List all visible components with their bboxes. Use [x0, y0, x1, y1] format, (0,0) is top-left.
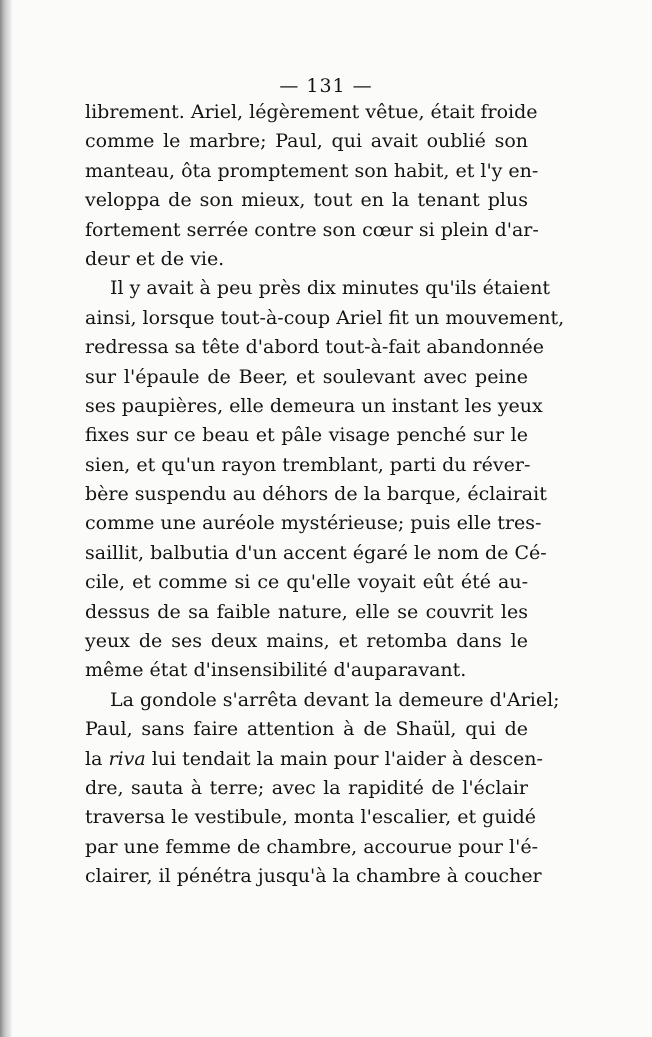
text-line: ses paupières, elle demeura un instant les yeux [85, 394, 543, 417]
text-line: comme le marbre; Paul, qui avait oublié son [85, 130, 528, 153]
page-binding-edge [0, 0, 12, 1037]
text-line: cile, et comme si ce qu'elle voyait eût été au- [85, 571, 528, 594]
text-line: bère suspendu au déhors de la barque, éclairait [85, 483, 547, 506]
text-line-with-italic [85, 745, 543, 774]
text-line: yeux de ses deux mains, et retomba dans le [85, 630, 528, 653]
text-line: Il y avait à peu près dix minutes qu'ils étaient [110, 277, 551, 300]
text-segment: la [85, 747, 103, 770]
text-line: fixes sur ce beau et pâle visage penché sur le [85, 424, 528, 447]
text-line: dre, sauta à terre; avec la rapidité de l'éclair [85, 776, 528, 799]
text-line: veloppa de son mieux, tout en la tenant plus [85, 189, 528, 212]
text-line: librement. Ariel, légèrement vêtue, était froide [85, 101, 538, 123]
text-line: même état d'insensibilité d'auparavant. [85, 659, 467, 682]
italic-word: riva [108, 747, 146, 770]
text-line: clairer, il pénétra jusqu'à la chambre à coucher [85, 865, 542, 888]
paragraph-2 [85, 274, 565, 685]
text-line: comme une auréole mystérieuse; puis elle tres- [85, 512, 542, 535]
paragraph-3 [85, 686, 560, 892]
text-line: par une femme de chambre, accourue pour l'é- [85, 835, 539, 858]
paragraph-1 [85, 98, 539, 274]
text-line: Paul, sans faire attention à de Shaül, qui de [85, 718, 528, 741]
text-line: traversa le vestibule, monta l'escalier, et guidé [85, 806, 537, 829]
body-text [85, 98, 565, 892]
text-line: saillit, balbutia d'un accent égaré le nom de Cé- [85, 541, 547, 564]
text-line: ainsi, lorsque tout-à-coup Ariel fit un mouvement, [85, 306, 565, 329]
text-line: fortement serrée contre son cœur si plein d'ar- [85, 218, 539, 241]
text-line: sur l'épaule de Beer, et soulevant avec peine [85, 365, 528, 388]
text-line: manteau, ôta promptement son habit, et l'y en- [85, 159, 539, 182]
text-line: dessus de sa faible nature, elle se couvrit les [85, 600, 528, 623]
text-line: redressa sa tête d'abord tout-à-fait abandonnée [85, 336, 545, 359]
text-line: deur et de vie. [85, 247, 225, 270]
page-number: — 131 — [279, 75, 373, 97]
text-line: sien, et qu'un rayon tremblant, parti du réver- [85, 453, 531, 476]
text-line: La gondole s'arrêta devant la demeure d'Ariel; [110, 688, 560, 711]
text-segment: lui tendait la main pour l'aider à descen- [151, 747, 543, 770]
